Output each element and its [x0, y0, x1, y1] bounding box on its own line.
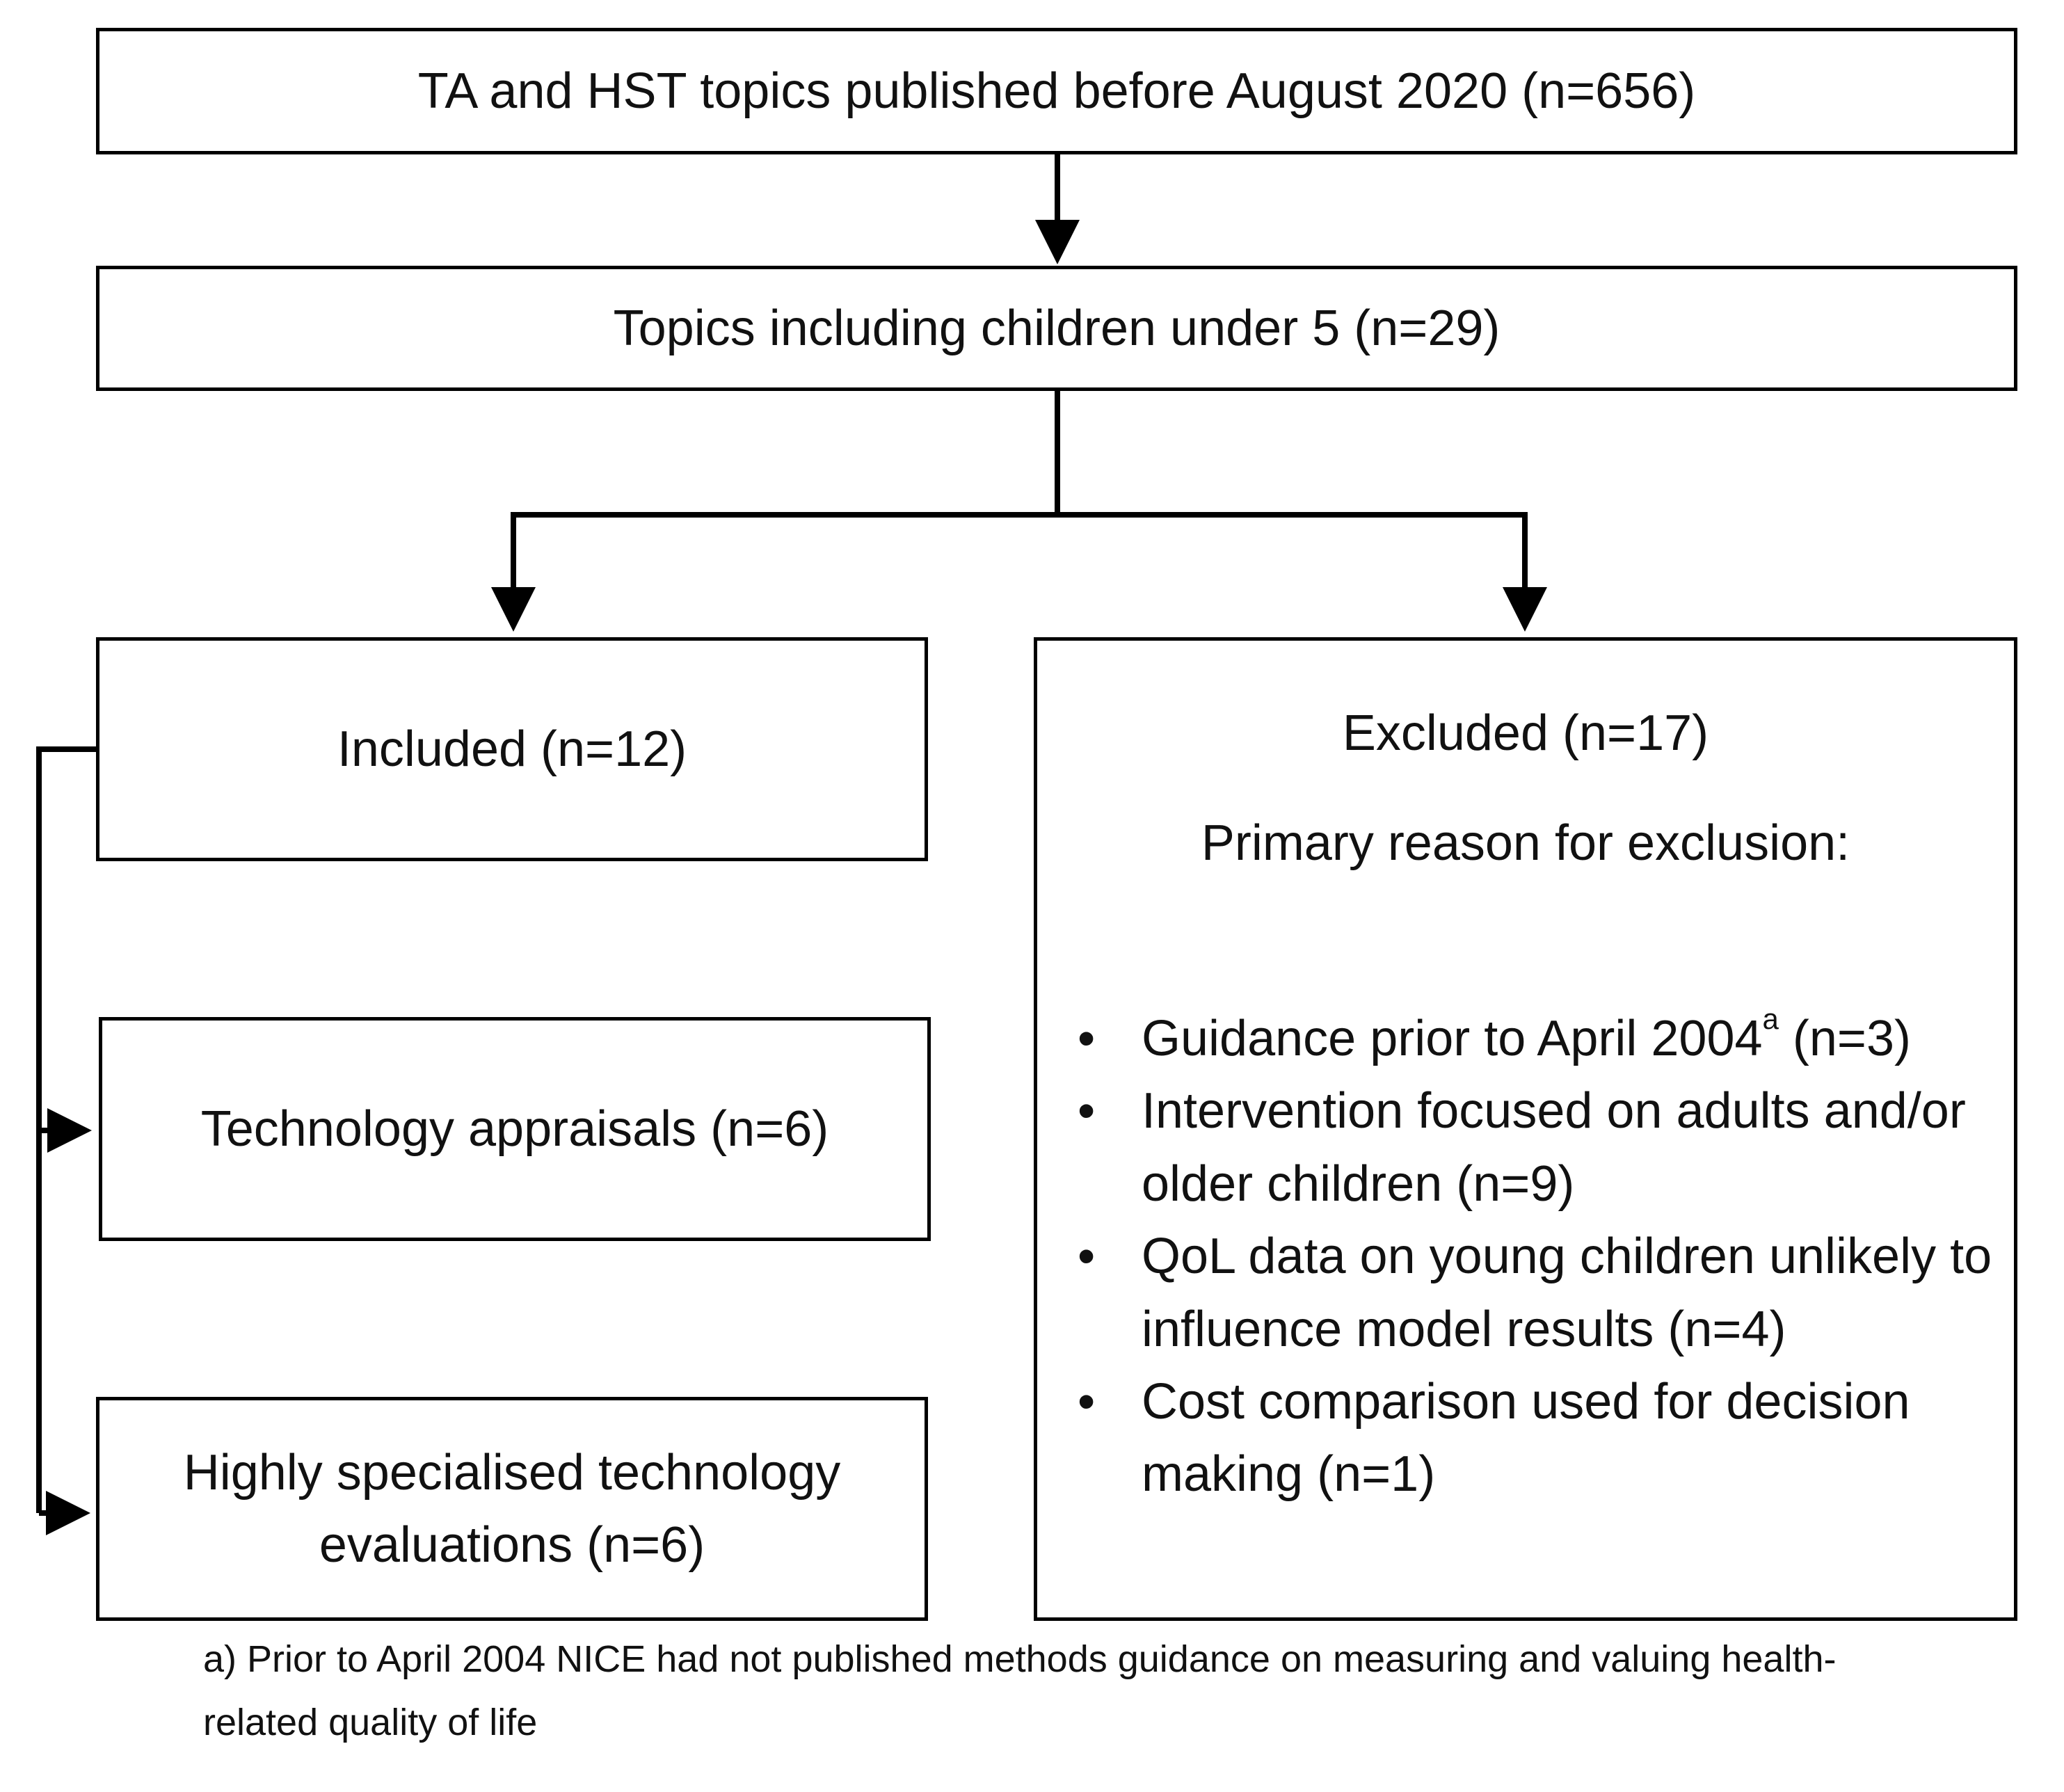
exclusion-reason-text: Guidance prior to April 2004: [1142, 1011, 1763, 1066]
excluded-title: Excluded (n=17): [1342, 705, 1709, 761]
box-ta-hst-topics-label: TA and HST topics published before August 2020 (n=656): [417, 63, 1696, 119]
box-technology-appraisals: [99, 1017, 931, 1241]
box-technology-appraisals-label: Technology appraisals (n=6): [200, 1101, 829, 1157]
box-included-label: Included (n=12): [337, 721, 687, 777]
exclusion-reason-count: (n=3): [1778, 1011, 1911, 1066]
box-included: [96, 637, 928, 861]
bullet-icon: •: [1078, 1011, 1096, 1066]
exclusion-reason-text: Cost comparison used for decision making (n=1): [1142, 1373, 1910, 1503]
exclusion-reason-text: QoL data on young children unlikely to influence model results (n=4): [1142, 1229, 1992, 1357]
bullet-icon: •: [1078, 1083, 1096, 1139]
footnote: a) Prior to April 2004 NICE had not published methods guidance on measuring and valuing health-related quality of life: [203, 1638, 1837, 1743]
box-topics-children-under-5: [96, 266, 2017, 391]
exclusion-reason-heading: Primary reason for exclusion:: [1201, 815, 1850, 871]
box-hst-evaluations-label: Highly specialised technology evaluations (n=6): [183, 1444, 841, 1573]
box-ta-hst-topics: [96, 28, 2017, 154]
box-topics-children-under-5-label: Topics including children under 5 (n=29): [613, 300, 1501, 356]
bullet-icon: •: [1078, 1229, 1096, 1285]
exclusion-reason-item: [1065, 1366, 2000, 1511]
exclusion-reason-item: [1065, 1220, 2000, 1366]
box-hst-evaluations: [96, 1397, 928, 1621]
footnote-marker: a: [1762, 1002, 1779, 1035]
exclusion-reasons-list: [1065, 1002, 2000, 1511]
bullet-icon: •: [1078, 1373, 1096, 1430]
exclusion-reason-item: [1065, 1075, 2000, 1220]
exclusion-reason-text: Intervention focused on adults and/or older children (n=9): [1142, 1083, 1966, 1212]
box-excluded: [1034, 637, 2017, 1621]
exclusion-reason-item: [1065, 1002, 2000, 1075]
